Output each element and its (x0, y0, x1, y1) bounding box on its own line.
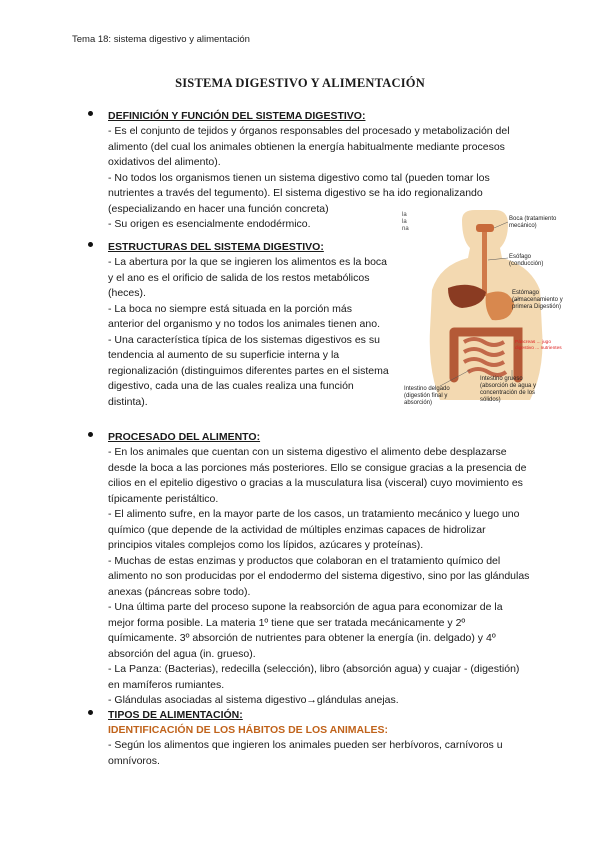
bullet-icon (88, 242, 93, 247)
paragraph: - La boca no siempre está situada en la porción más anterior del organismo y no todos los animales tienen ano. (108, 302, 380, 330)
paragraph: - La Panza: (Bacterias), redecilla (selección), libro (absorción agua) y cuajar - (digestión) en mamíferos rumiantes. (108, 663, 520, 691)
section-heading: TIPOS DE ALIMENTACIÓN: (108, 709, 243, 721)
section-procesado (90, 430, 530, 709)
paragraph: - En los animales que cuentan con un sistema digestivo el alimento debe desplazarse desde la boca a las porciones más posteriores. Ello se consigue gracias a la presencia de cilios en el epitelio digestivo o gracias a la musculatura lisa (visceral) cuyo movimiento es típicamente peristáltico. (108, 446, 527, 505)
paragraph: - Es el conjunto de tejidos y órganos responsables del procesado y metabolización del alimento (del cual los animales obtienen la energía habitualmente mediante procesos oxidativos del alimento). (108, 125, 510, 168)
label-intestino-grueso: Intestino grueso (absorción de agua y concentración de los sólidos) (480, 376, 537, 403)
paragraph: - El alimento sufre, en la mayor parte de los casos, un tratamiento mecánico y luego uno químico (que depende de la actividad de múltiples enzimas capaces de hidrolizar principios vitales complejos como los lípidos, azúcares y proteínas). (108, 508, 520, 551)
label-red-note: Páncreas ... jugo digestivo ... nutrientes (515, 340, 562, 351)
paragraph: - Una última parte del proceso supone la reabsorción de agua para economizar de la mejor forma posible. La materia 1º tiene que ser tratada mecánicamente y 2º químicamente. 3º absorción de nutrientes para obtener la energía (in. delgado) y 4º absorción del agua (in. grueso). (108, 601, 503, 660)
bullet-icon (88, 432, 93, 437)
paragraph: - Su origen es esencialmente endodérmico. (108, 218, 311, 230)
paragraph: - Glándulas asociadas al sistema digestivo→glándulas anejas. (108, 694, 399, 706)
section-tipos-alimentacion (90, 708, 530, 769)
figure-side-fragment: la la na (402, 212, 409, 232)
section-heading: ESTRUCTURAS DEL SISTEMA DIGESTIVO: (108, 241, 324, 253)
paragraph: - Muchas de estas enzimas y productos que colaboran en el tratamiento químico del alimento no son producidas por el endodermo del sistema digestivo, sino por las glándulas anexas (páncreas sobre todo). (108, 554, 530, 598)
label-estomago: Estómago (almacenamiento y primera Digestión) (512, 290, 563, 310)
paragraph: - Una característica típica de los sistemas digestivos es su tendencia al aumento de su superficie interna y la regionalización (distinguimos diferentes partes en el sistema digestivo, cada una de las cuales realiza una función distinta). (108, 333, 389, 408)
label-boca: Boca (tratamiento mecánico) (509, 216, 557, 229)
section-subheading: IDENTIFICACIÓN DE LOS HÁBITOS DE LOS ANIMALES: (108, 724, 389, 736)
label-intestino-delgado: Intestino delgado (digestión final y absorción) (404, 386, 450, 406)
paragraph: - Según los alimentos que ingieren los animales pueden ser herbívoros, carnívoros u omnívoros. (108, 739, 503, 767)
esophagus-shape (482, 232, 487, 296)
page-header: Tema 18: sistema digestivo y alimentación (72, 34, 250, 45)
bullet-icon (88, 111, 93, 116)
digestive-system-figure (400, 210, 570, 420)
section-estructuras (90, 240, 390, 410)
paragraph: - No todos los organismos tienen un sistema digestivo como tal (pueden tomar los nutrientes a través del tegumento). El sistema digestivo se ha ido regionalizando (especializando en hacer una función concreta) (108, 171, 490, 215)
label-esofago: Esófago (conducción) (509, 254, 544, 267)
section-heading: PROCESADO DEL ALIMENTO: (108, 431, 261, 443)
bullet-icon (88, 710, 93, 715)
section-heading: DEFINICIÓN Y FUNCIÓN DEL SISTEMA DIGESTIVO: (108, 110, 366, 122)
paragraph: - La abertura por la que se ingieren los alimentos es la boca y el ano es el orificio de salida de los restos metabólicos (heces). (108, 256, 387, 299)
page-title: SISTEMA DIGESTIVO Y ALIMENTACIÓN (175, 76, 425, 90)
mouth-shape (476, 224, 494, 232)
